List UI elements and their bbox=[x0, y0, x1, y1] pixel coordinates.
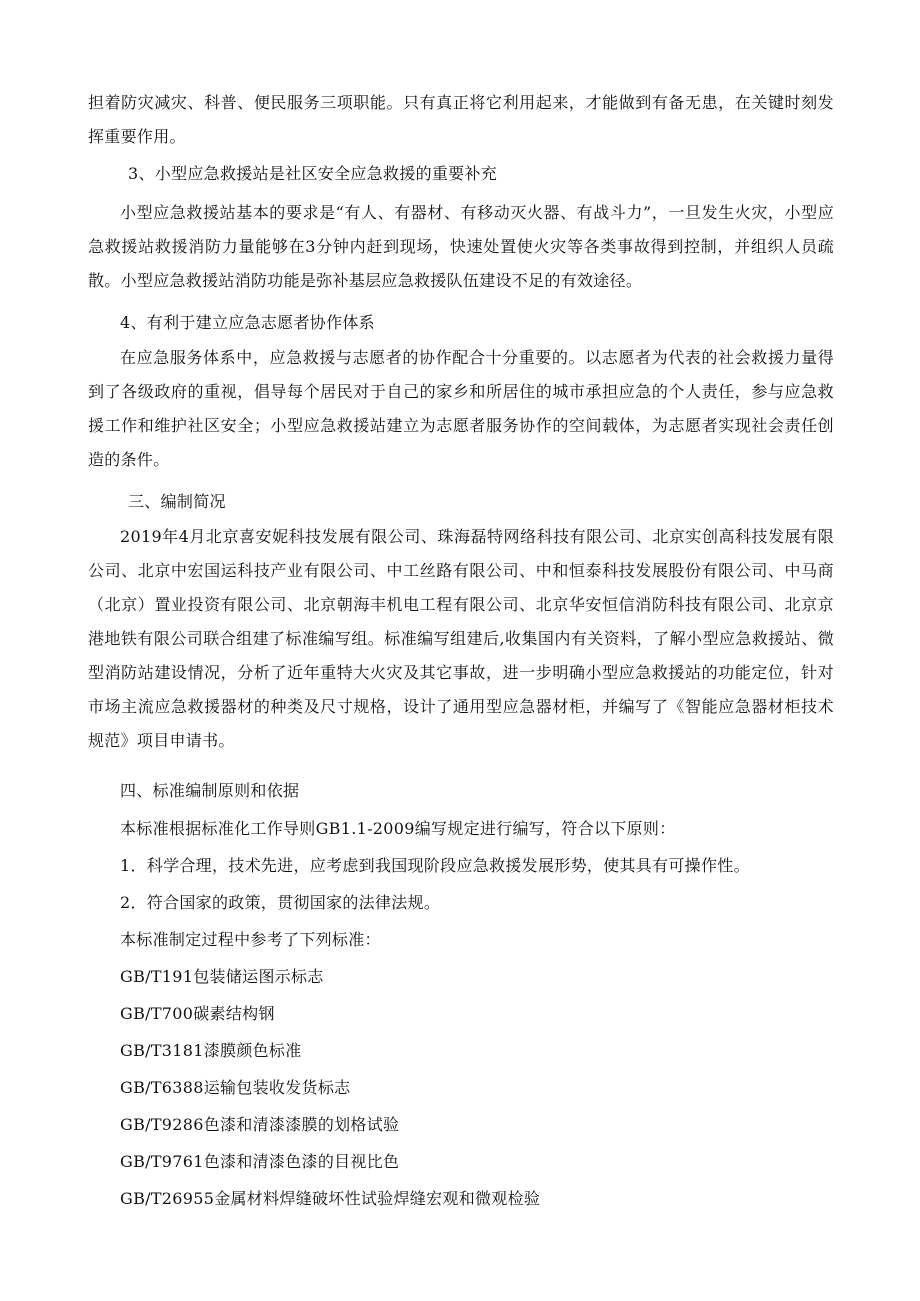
heading-item-4: 4、有利于建立应急志愿者协作体系 bbox=[120, 313, 375, 332]
standard-item: GB/T191包装储运图示标志 bbox=[120, 967, 324, 986]
paragraph-drafting-overview: 2019年4月北京喜安妮科技发展有限公司、珠海磊特网络科技有限公司、北京实创高科技发展有限公司、北京中宏国运科技产业有限公司、中工丝路有限公司、中和恒泰科技发展股份有限公司、中马商（北京）置业投资有限公司、北京朝海丰机电工程有限公司、北京华安恒信消防科技有限公司、北京京港地铁有限公司联合组建了标准编写组。标准编写组建后,收集国内有关资料，了解小型应急救援站、微型消防站建设情况，分析了近年重特大火灾及其它事故，进一步明确小型应急救援站的功能定位，针对市场主流应急救援器材的种类及尺寸规格，设计了通用型应急器材柜，并编写了《智能应急器材柜技术规范》项目申请书。 bbox=[88, 527, 834, 750]
paragraph-station-requirements: 小型应急救援站基本的要求是“有人、有器材、有移动灭火器、有战斗力”，一旦发生火灾，小型应急救援站救援消防力量能够在3分钟内赶到现场，快速处置使火灾等各类事故得到控制，并组织人员疏散。小型应急救援站消防功能是弥补基层应急救援队伍建设不足的有效途径。 bbox=[88, 203, 834, 290]
standard-item: GB/T9286色漆和清漆漆膜的划格试验 bbox=[120, 1115, 400, 1134]
standard-item: GB/T700碳素结构钢 bbox=[120, 1004, 275, 1023]
standard-item: GB/T6388运输包装收发货标志 bbox=[120, 1078, 351, 1097]
paragraph-duty-intro: 担着防灾减灾、科普、便民服务三项职能。只有真正将它利用起来，才能做到有备无患，在关键时刻发挥重要作用。 bbox=[88, 93, 834, 146]
heading-section-4: 四、标准编制原则和依据 bbox=[120, 781, 300, 800]
standard-item: GB/T26955金属材料焊缝破坏性试验焊缝宏观和微观检验 bbox=[120, 1189, 541, 1208]
heading-item-3: 3、小型应急救援站是社区安全应急救援的重要补充 bbox=[128, 164, 498, 183]
heading-section-3: 三、编制简况 bbox=[128, 492, 226, 511]
standard-item: GB/T9761色漆和清漆色漆的目视比色 bbox=[120, 1152, 400, 1171]
principle-2: 2．符合国家的政策，贯彻国家的法律法规。 bbox=[120, 893, 441, 912]
principle-1: 1．科学合理，技术先进，应考虑到我国现阶段应急救援发展形势，使其具有可操作性。 bbox=[120, 856, 750, 875]
standard-item: GB/T3181漆膜颜色标准 bbox=[120, 1041, 302, 1060]
paragraph-principles-intro: 本标准根据标准化工作导则GB1.1-2009编写规定进行编写，符合以下原则： bbox=[120, 819, 676, 838]
paragraph-references-intro: 本标准制定过程中参考了下列标准： bbox=[120, 930, 381, 949]
paragraph-volunteer-system: 在应急服务体系中，应急救援与志愿者的协作配合十分重要的。以志愿者为代表的社会救援力量得到了各级政府的重视，倡导每个居民对于自己的家乡和所居住的城市承担应急的个人责任，参与应急救援工作和维护社区安全；小型应急救援站建立为志愿者服务协作的空间载体，为志愿者实现社会责任创造的条件。 bbox=[88, 348, 834, 469]
